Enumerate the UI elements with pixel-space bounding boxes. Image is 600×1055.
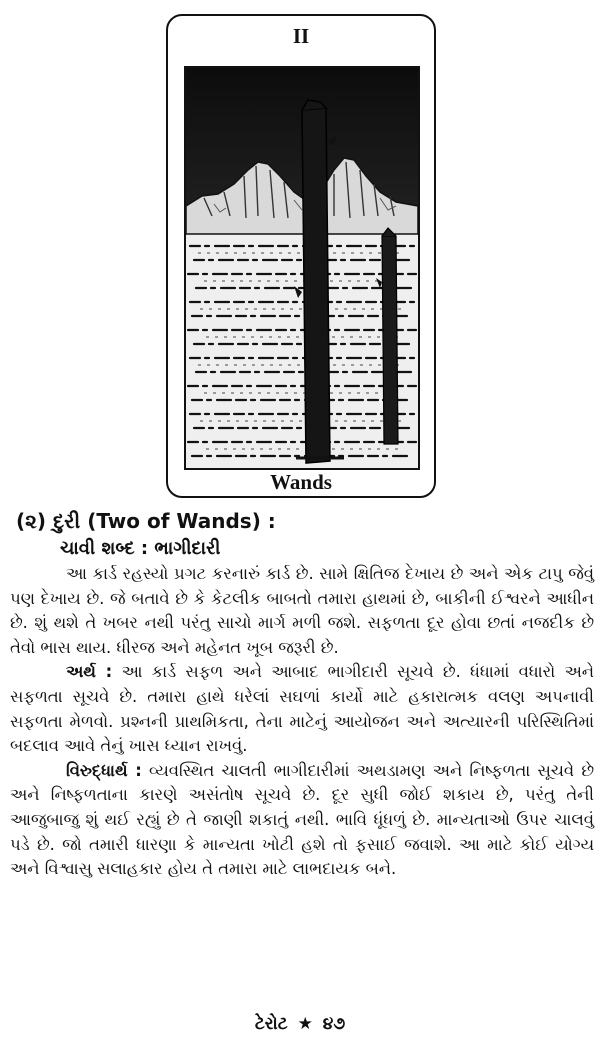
keyword-value: ભાગીદારી — [154, 538, 221, 559]
card-illustration — [184, 66, 420, 470]
section-heading — [16, 506, 600, 536]
keyword-label: ચાવી શબ્દ : — [60, 538, 149, 559]
footer-book: ટેરોટ — [254, 1014, 288, 1034]
keyword-line — [60, 536, 600, 562]
intro-paragraph: આ કાર્ડ રહસ્યો પ્રગટ કરનારું કાર્ડ છે. સામે ક્ષિતિજ દેખાય છે અને એક ટાપુ જેવું પણ દેખાય છે. જે બતાવે છે કે કેટલીક બાબતો તમારા હાથમાં છે, બાકીની ઈશ્વરને આધીન છે. શું થશે તે ખબર નથી પરંતુ સાચો માર્ગ મળી જશે. સફળતા દૂર હોવા છતાં નજદીક છે તેવો ભાસ થાય. ધીરજ અને મહેનત ખૂબ જરૂરી છે. — [10, 564, 594, 657]
card-description — [0, 506, 600, 996]
page-footer — [0, 1014, 600, 1034]
reverse-paragraph — [0, 759, 600, 882]
heading-number: (૨) — [16, 509, 47, 533]
meaning-text: આ કાર્ડ સફળ અને આબાદ ભાગીદારી સૂચવે છે. ધંધામાં વધારો અને સફળતા સૂચવે છે. તમારા હાથે ધરેલાં સઘળાં કાર્યો માટે હકારાત્મક વલણ અપનાવી સફળતા મેળવો. પ્રશ્નની પ્રાથમિકતા, તેના માટેનું આયોજન અને અત્યારની પરિસ્થિતિમાં બદલાવ આવે તેનું ખાસ ધ્યાન રાખવું. — [10, 662, 594, 756]
meaning-label: અર્થ : — [66, 662, 113, 682]
reverse-label: વિરુદ્ધાર્થ : — [66, 760, 142, 780]
heading-english: (Two of Wands) : — [87, 509, 276, 533]
reverse-text: વ્યવસ્થિત ચાલતી ભાગીદારીમાં અથડામણ અને નિષ્ફળતા સૂચવે છે અને નિષ્ફળતાના કારણે અસંતોષ સૂચવે છે. દૂર સુધી જોઈ શકાય છે, પરંતુ તેની આજુબાજુ શું થઈ રહ્યું છે તે જાણી શકાતું નથી. ભાવિ ધૂંધળું છે. માન્યતાઓ ઉપર ચાલવું પડે છે. જો તમારી ધારણા કે માન્યતા ખોટી હશે તો ફસાઈ જવાશે. આ માટે કોઈ યોગ્ય અને વિશ્વાસુ સલાહકાર હોય તે તમારા માટે લાભદાયક બને. — [10, 760, 594, 879]
card-caption: Wands — [270, 470, 332, 494]
star-icon: ★ — [297, 1014, 313, 1034]
meaning-paragraph — [0, 660, 600, 758]
page-number: ૪૭ — [322, 1014, 346, 1034]
tarot-card — [166, 14, 436, 498]
card-numeral: II — [292, 24, 310, 48]
heading-title: દુરી — [53, 509, 81, 533]
